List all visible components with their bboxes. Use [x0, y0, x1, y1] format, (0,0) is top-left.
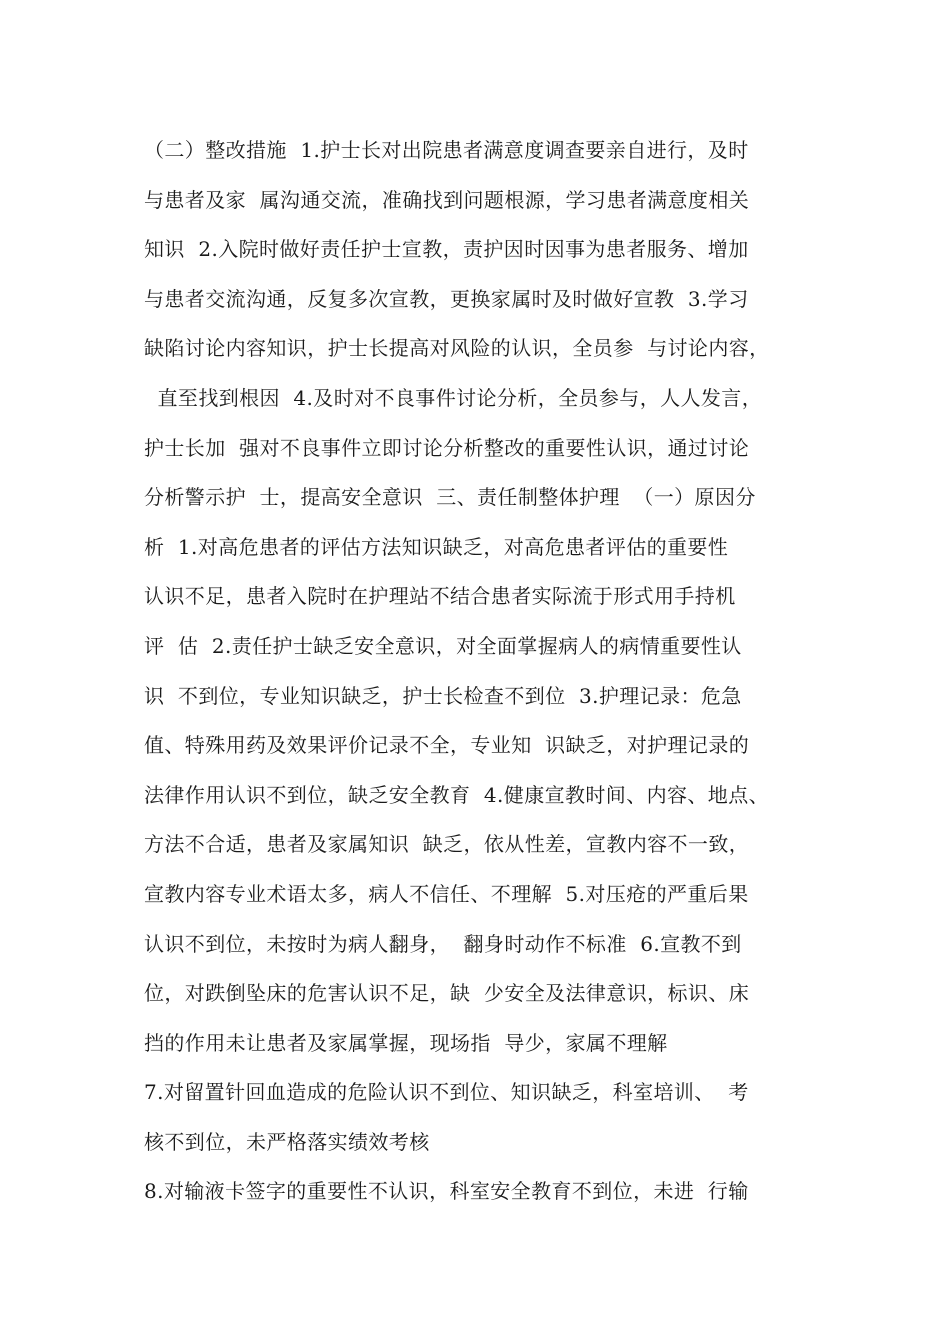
text-line: （二）整改措施 1.护士长对出院患者满意度调查要亲自进行，及时	[144, 138, 749, 162]
document-body	[144, 126, 824, 1217]
text-line: 知识 2.入院时做好责任护士宣教，责护因时因事为患者服务、增加	[144, 237, 749, 262]
text-line: 与患者及家 属沟通交流，准确找到问题根源，学习患者满意度相关	[144, 187, 750, 212]
text-line: 与患者交流沟通，反复多次宣教，更换家属时及时做好宣教 3.学习	[144, 286, 749, 311]
text-line: 8.对输液卡签字的重要性不认识，科室安全教育不到位，未进 行输	[144, 1179, 749, 1204]
text-line: 缺陷讨论内容知识，护士长提高对风险的认识，全员参 与讨论内容，	[144, 336, 770, 361]
text-line: 方法不合适，患者及家属知识 缺乏，依从性差，宣教内容不一致，	[144, 832, 750, 857]
text-line: 认识不到位，未按时为病人翻身， 翻身时动作不标准 6.宣教不到	[144, 931, 742, 956]
text-line: 析 1.对高危患者的评估方法知识缺乏，对高危患者评估的重要性	[144, 534, 729, 559]
text-line: 7.对留置针回血造成的危险认识不到位、知识缺乏，科室培训、 考	[144, 1080, 749, 1105]
text-line: 核不到位，未严格落实绩效考核	[144, 1129, 430, 1154]
text-line: 位，对跌倒坠床的危害认识不足，缺 少安全及法律意识，标识、床	[144, 981, 750, 1006]
text-line: 法律作用认识不到位，缺乏安全教育 4.健康宣教时间、内容、地点、	[144, 782, 769, 807]
text-line: 识 不到位，专业知识缺乏，护士长检查不到位 3.护理记录：危急	[144, 683, 742, 708]
text-line: 评 估 2.责任护士缺乏安全意识，对全面掌握病人的病情重要性认	[144, 633, 742, 658]
text-line: 值、特殊用药及效果评价记录不全，专业知 识缺乏，对护理记录的	[144, 733, 750, 758]
text-line: 分析警示护 士，提高安全意识 三、责任制整体护理 （一）原因分	[144, 485, 756, 510]
text-line: 认识不足，患者入院时在护理站不结合患者实际流于形式用手持机	[144, 584, 736, 609]
text-line: 挡的作用未让患者及家属掌握，现场指 导少，家属不理解	[144, 1030, 668, 1055]
text-line: 护士长加 强对不良事件立即讨论分析整改的重要性认识，通过讨论	[144, 435, 750, 460]
text-line: 直至找到根因 4.及时对不良事件讨论分析，全员参与，人人发言，	[144, 385, 763, 410]
text-line: 宣教内容专业术语太多，病人不信任、不理解 5.对压疮的严重后果	[144, 881, 749, 906]
